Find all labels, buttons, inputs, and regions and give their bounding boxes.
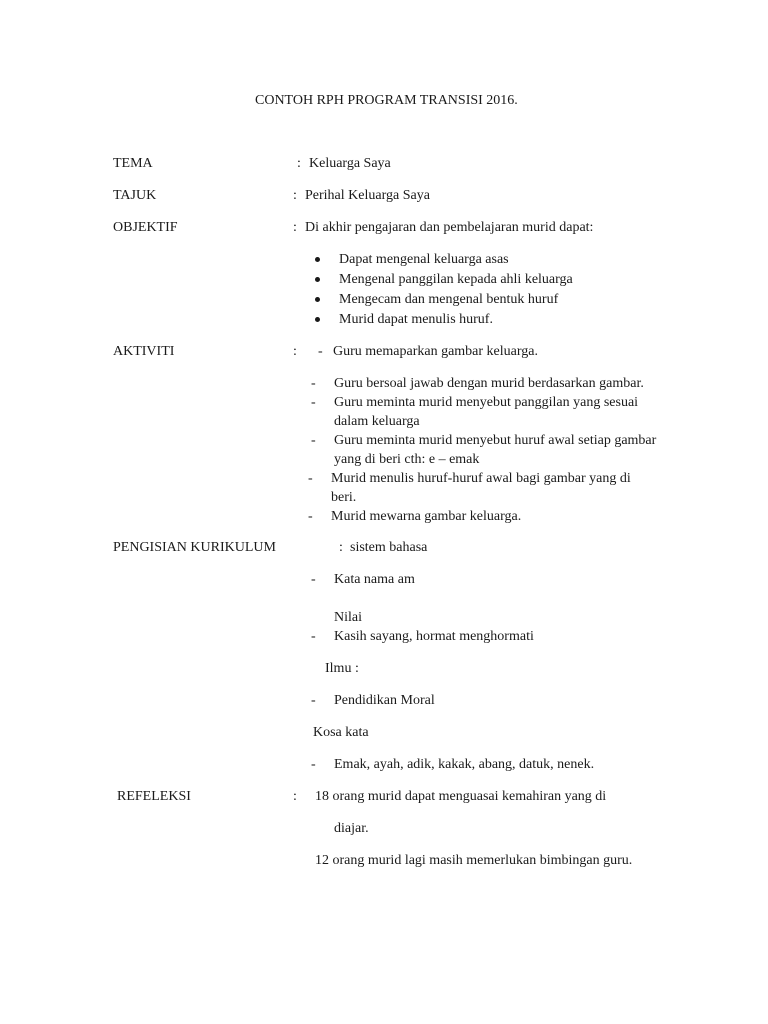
dash-marker: -: [311, 572, 316, 587]
dash-marker: -: [311, 757, 316, 772]
refleksi-line: 12 orang murid lagi masih memerlukan bimbingan guru.: [315, 853, 633, 868]
objektif-value: Di akhir pengajaran dan pembelajaran murid dapat:: [305, 220, 594, 235]
bullet-dot: [315, 297, 320, 302]
nilai-value: Kasih sayang, hormat menghormati: [334, 629, 534, 644]
dash-marker: -: [308, 471, 313, 486]
pengisian-separator: :: [339, 540, 343, 555]
aktiviti-item: Guru bersoal jawab dengan murid berdasarkan gambar.: [334, 376, 644, 391]
dash-marker: -: [318, 344, 323, 359]
aktiviti-item: Murid menulis huruf-huruf awal bagi gambar yang di: [331, 471, 631, 486]
document-title: CONTOH RPH PROGRAM TRANSISI 2016.: [255, 93, 518, 108]
tajuk-value: Perihal Keluarga Saya: [305, 188, 430, 203]
dash-marker: -: [311, 395, 316, 410]
kosa-value: Emak, ayah, adik, kakak, abang, datuk, nenek.: [334, 757, 595, 772]
objektif-bullet: Dapat mengenal keluarga asas: [339, 252, 509, 267]
refleksi-label: REFELEKSI: [117, 789, 191, 804]
aktiviti-item: Guru meminta murid menyebut huruf awal setiap gambar: [334, 433, 657, 448]
nilai-heading: Nilai: [334, 610, 362, 625]
pengisian-label: PENGISIAN KURIKULUM: [113, 540, 276, 555]
aktiviti-item-cont: dalam keluarga: [334, 414, 420, 429]
pengisian-value: sistem bahasa: [350, 540, 428, 555]
bullet-dot: [315, 257, 320, 262]
dash-marker: -: [311, 433, 316, 448]
tajuk-label: TAJUK: [113, 188, 157, 203]
refleksi-line: diajar.: [334, 821, 369, 836]
kosa-heading: Kosa kata: [313, 725, 369, 740]
tajuk-separator: :: [293, 188, 297, 203]
aktiviti-label: AKTIVITI: [113, 344, 175, 359]
kata-nama: Kata nama am: [334, 572, 415, 587]
bullet-dot: [315, 277, 320, 282]
aktiviti-first: Guru memaparkan gambar keluarga.: [333, 344, 538, 359]
tema-label: TEMA: [113, 156, 153, 171]
ilmu-value: Pendidikan Moral: [334, 693, 435, 708]
aktiviti-item: Guru meminta murid menyebut panggilan yang sesuai: [334, 395, 639, 410]
objektif-bullet: Mengecam dan mengenal bentuk huruf: [339, 292, 559, 307]
ilmu-heading: Ilmu :: [325, 661, 359, 676]
objektif-separator: :: [293, 220, 297, 235]
dash-marker: -: [308, 509, 313, 524]
dash-marker: -: [311, 629, 316, 644]
bullet-dot: [315, 317, 320, 322]
aktiviti-separator: :: [293, 344, 297, 359]
tema-value: Keluarga Saya: [309, 156, 391, 171]
refleksi-separator: :: [293, 789, 297, 804]
objektif-bullet: Mengenal panggilan kepada ahli keluarga: [339, 272, 573, 287]
aktiviti-item-cont: yang di beri cth: e – emak: [334, 452, 480, 467]
objektif-bullet: Murid dapat menulis huruf.: [339, 312, 493, 327]
aktiviti-item: Murid mewarna gambar keluarga.: [331, 509, 522, 524]
aktiviti-item-cont: beri.: [331, 490, 357, 505]
dash-marker: -: [311, 693, 316, 708]
dash-marker: -: [311, 376, 316, 391]
objektif-label: OBJEKTIF: [113, 220, 178, 235]
tema-separator: :: [297, 156, 301, 171]
refleksi-line: 18 orang murid dapat menguasai kemahiran yang di: [315, 789, 607, 804]
